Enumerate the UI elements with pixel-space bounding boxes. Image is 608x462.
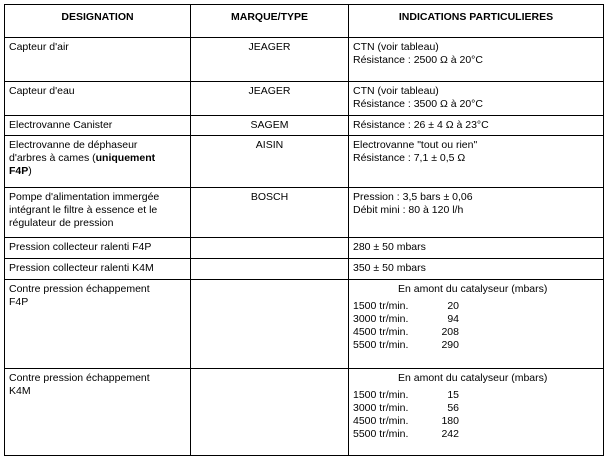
rpm-row (353, 339, 599, 352)
designation-text: intégrant le filtre à essence et le (9, 204, 158, 216)
designation-cell (5, 259, 191, 280)
marque-cell: JEAGER (191, 82, 349, 116)
indication-line: Résistance : 3500 Ω à 20°C (353, 98, 483, 110)
rpm-value: 180 (441, 415, 459, 427)
indications-cell (349, 38, 604, 82)
table-row (5, 188, 604, 238)
indications-cell (349, 259, 604, 280)
indications-cell (349, 188, 604, 238)
designation-cell (5, 116, 191, 136)
designation-cell (5, 82, 191, 116)
designation-text: Capteur d'air (9, 41, 69, 53)
indication-line: 350 ± 50 mbars (353, 262, 426, 274)
designation-text: K4M (9, 385, 31, 397)
designation-cell (5, 136, 191, 188)
designation-text: Electrovanne Canister (9, 119, 113, 131)
catalyst-subheader: En amont du catalyseur (mbars) (398, 372, 548, 384)
designation-cell (5, 280, 191, 369)
table-row (5, 82, 604, 116)
table-row (5, 238, 604, 259)
designation-cell (5, 38, 191, 82)
indications-cell (349, 116, 604, 136)
table-row (5, 369, 604, 456)
rpm-speed: 3000 tr/min. (353, 402, 409, 414)
rpm-value: 290 (441, 339, 459, 351)
designation-fragment: ) (28, 165, 32, 177)
designation-text: Pompe d'alimentation immergée (9, 191, 160, 203)
indications-cell (349, 238, 604, 259)
rpm-value: 208 (441, 326, 459, 338)
indication-line: Résistance : 7,1 ± 0,5 Ω (353, 152, 466, 164)
indication-line: 280 ± 50 mbars (353, 241, 426, 253)
designation-text: Pression collecteur ralenti F4P (9, 241, 152, 253)
rpm-row (353, 313, 599, 326)
rpm-row (353, 300, 599, 313)
header-indications: INDICATIONS PARTICULIERES (349, 5, 604, 38)
rpm-row (353, 326, 599, 339)
marque-cell (191, 369, 349, 456)
designation-text: Contre pression échappement (9, 283, 150, 295)
designation-text: régulateur de pression (9, 217, 114, 229)
indications-cell (349, 280, 604, 369)
table-row (5, 259, 604, 280)
marque-cell (191, 259, 349, 280)
table-row (5, 136, 604, 188)
spec-table (4, 4, 604, 456)
marque-cell (191, 238, 349, 259)
designation-text: Pression collecteur ralenti K4M (9, 262, 154, 274)
marque-cell: JEAGER (191, 38, 349, 82)
table-row (5, 280, 604, 369)
marque-cell (191, 280, 349, 369)
designation-cell (5, 188, 191, 238)
indication-line: Résistance : 26 ± 4 Ω à 23°C (353, 119, 489, 131)
rpm-speed: 1500 tr/min. (353, 389, 409, 401)
designation-text: Contre pression échappement (9, 372, 150, 384)
designation-text: Electrovanne de déphaseur (9, 139, 138, 151)
designation-text: Capteur d'eau (9, 85, 75, 97)
marque-cell: AISIN (191, 136, 349, 188)
rpm-row (353, 402, 599, 415)
rpm-value: 242 (441, 428, 459, 440)
rpm-speed: 3000 tr/min. (353, 313, 409, 325)
marque-cell: SAGEM (191, 116, 349, 136)
table-row (5, 38, 604, 82)
designation-fragment: d'arbres à cames ( (9, 152, 96, 164)
rpm-value: 15 (447, 389, 459, 401)
rpm-speed: 5500 tr/min. (353, 428, 409, 440)
designation-text: F4P (9, 296, 29, 308)
rpm-value: 94 (447, 313, 459, 325)
indication-line: CTN (voir tableau) (353, 41, 439, 53)
designation-text (9, 165, 186, 178)
indication-line: CTN (voir tableau) (353, 85, 439, 97)
designation-cell (5, 369, 191, 456)
indications-cell (349, 136, 604, 188)
header-marque-type: MARQUE/TYPE (191, 5, 349, 38)
indications-cell (349, 369, 604, 456)
indication-line: Electrovanne "tout ou rien" (353, 139, 478, 151)
rpm-row (353, 415, 599, 428)
designation-emphasis: F4P (9, 165, 29, 177)
rpm-value: 20 (447, 300, 459, 312)
rpm-row (353, 428, 599, 441)
table-header-row (5, 5, 604, 38)
table-row (5, 116, 604, 136)
rpm-speed: 1500 tr/min. (353, 300, 409, 312)
catalyst-subheader: En amont du catalyseur (mbars) (398, 283, 548, 295)
designation-cell (5, 238, 191, 259)
indication-line: Pression : 3,5 bars ± 0,06 (353, 191, 473, 203)
rpm-value: 56 (447, 402, 459, 414)
indication-line: Débit mini : 80 à 120 l/h (353, 204, 464, 216)
indications-cell (349, 82, 604, 116)
marque-cell: BOSCH (191, 188, 349, 238)
rpm-speed: 4500 tr/min. (353, 415, 409, 427)
designation-text (9, 152, 186, 165)
designation-emphasis: uniquement (95, 152, 156, 164)
rpm-speed: 5500 tr/min. (353, 339, 409, 351)
header-designation: DESIGNATION (5, 5, 191, 38)
indication-line: Résistance : 2500 Ω à 20°C (353, 54, 483, 66)
rpm-speed: 4500 tr/min. (353, 326, 409, 338)
rpm-row (353, 389, 599, 402)
